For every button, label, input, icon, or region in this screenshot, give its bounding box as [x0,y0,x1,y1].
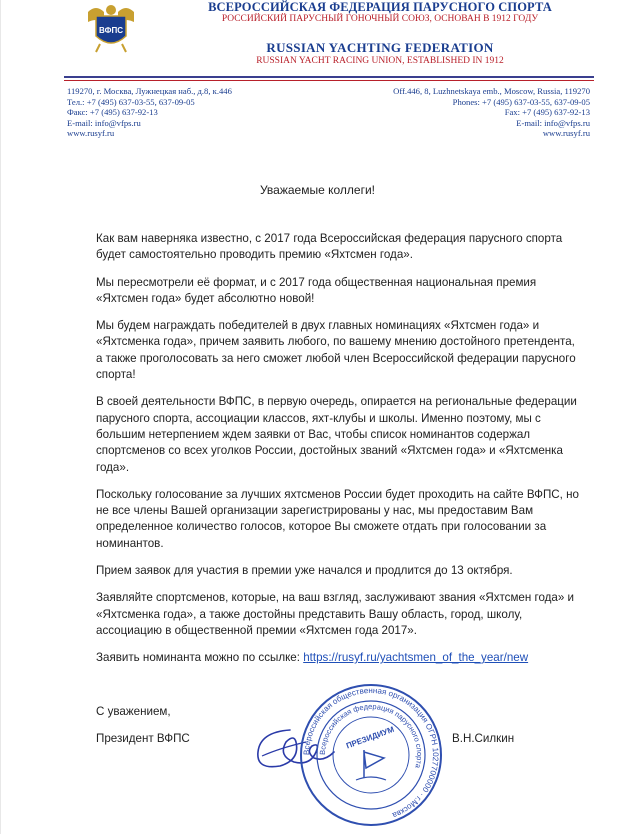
contact-address: 119270, г. Москва, Лужнецкая наб., д.8, к.446 [67,86,232,96]
stamp-center-text: ПРЕЗИДИУМ [344,724,396,751]
paragraph: Заявляйте спортсменов, которые, на ваш взгляд, заслуживают звания «Яхтсмен года» и «Яхтсменка года», а также достойны представить Вашу область, город, школу, ассоциацию в общественной премии «Яхтсмен года 2017». [96,591,575,637]
header-divider-blue [64,76,594,78]
official-stamp [296,680,446,830]
contacts-russian [67,86,317,139]
contact-fax: Fax: +7 (495) 637-92-13 [504,107,590,118]
paragraph: Мы будем награждать победителей в двух главных номинациях «Яхтсмен года» и «Яхтсменка года», причем заявить любого, по вашему мнению достойного претендента, а также проголосовать за него сможет любой член Всероссийской федерации парусного спорта! [96,319,576,382]
contact-phone: Phones: +7 (495) 637-03-55, 637-09-05 [452,96,590,107]
paragraph: Поскольку голосование за лучших яхтсменов России будет проходить на сайте ВФПС, но не все члены Вашей организации зарегистрированы у нас, мы предоставим Вам определенное количество голосов, которое Вы сможете отдать при голосовании за номинантов. [96,487,579,550]
stamp-inner-text: Всероссийская федерация парусного спорта [317,701,425,770]
paragraph: Как вам наверняка известно, с 2017 года Всероссийская федерация парусного спорта будет самостоятельно проводить премию «Яхтсмен года». [96,232,563,262]
signer-role: Президент ВФПС [96,732,190,745]
contact-website[interactable]: www.rusyf.ru [67,128,115,139]
nominate-prefix: Заявить номинанта можно по ссылке: [96,651,304,665]
contact-website[interactable]: www.rusyf.ru [542,128,590,139]
paragraph: В своей деятельности ВФПС, в первую очередь, опирается на региональные федерации парусного спорта, ассоциации классов, яхт-клубы и школы. Именно поэтому, мы с большим нетерпением ждем заявки от Вас, чтобы список номинантов содержал спортсменов со всех уголков России, достойных званий «Яхтсмен года» и «Яхтсменка года». [96,395,577,474]
header-ru-title: ВСЕРОССИЙСКАЯ ФЕДЕРАЦИЯ ПАРУСНОГО СПОРТА [208,0,552,14]
nominate-link[interactable]: https://rusyf.ru/yachtsmen_of_the_year/new [303,651,529,665]
header-divider-red [64,80,594,81]
contacts-english [330,86,590,139]
paragraph: Прием заявок для участия в премии уже начался и продлится до 13 октября. [96,564,513,578]
stamp-outer-text: Всероссийская общественная организация ОГРН 1027700000 · г.Москва [301,685,441,820]
contact-email[interactable]: E-mail: info@vfps.ru [67,117,141,128]
nominate-line [96,650,582,666]
signer-name: В.Н.Силкин [452,732,515,745]
contact-phone: Тел.: +7 (495) 637-03-55, 637-09-05 [67,96,195,107]
header-en-title: RUSSIAN YACHTING FEDERATION [266,40,494,55]
header-en-subtitle: RUSSIAN YACHT RACING UNION, ESTABLISHED IN 1912 [256,56,504,66]
contact-email[interactable]: E-mail: info@vfps.ru [516,117,590,128]
header-ru-subtitle: РОССИЙСКИЙ ПАРУСНЫЙ ГОНОЧНЫЙ СОЮЗ, ОСНОВАН В 1912 ГОДУ [221,14,539,24]
contact-fax: Факс: +7 (495) 637-92-13 [67,107,158,118]
vfps-logo [82,2,140,54]
paragraph: Мы пересмотрели её формат, и с 2017 года общественная национальная премия «Яхтсмен года» будет абсолютно новой! [96,275,537,305]
letter-body [96,231,582,678]
logo-text: ВФПС [99,26,123,35]
contact-address: Off.446, 8, Luzhnetskaya emb., Moscow, Russia, 119270 [393,86,590,96]
salutation: Уважаемые коллеги! [259,183,375,197]
closing: С уважением, [96,705,171,718]
